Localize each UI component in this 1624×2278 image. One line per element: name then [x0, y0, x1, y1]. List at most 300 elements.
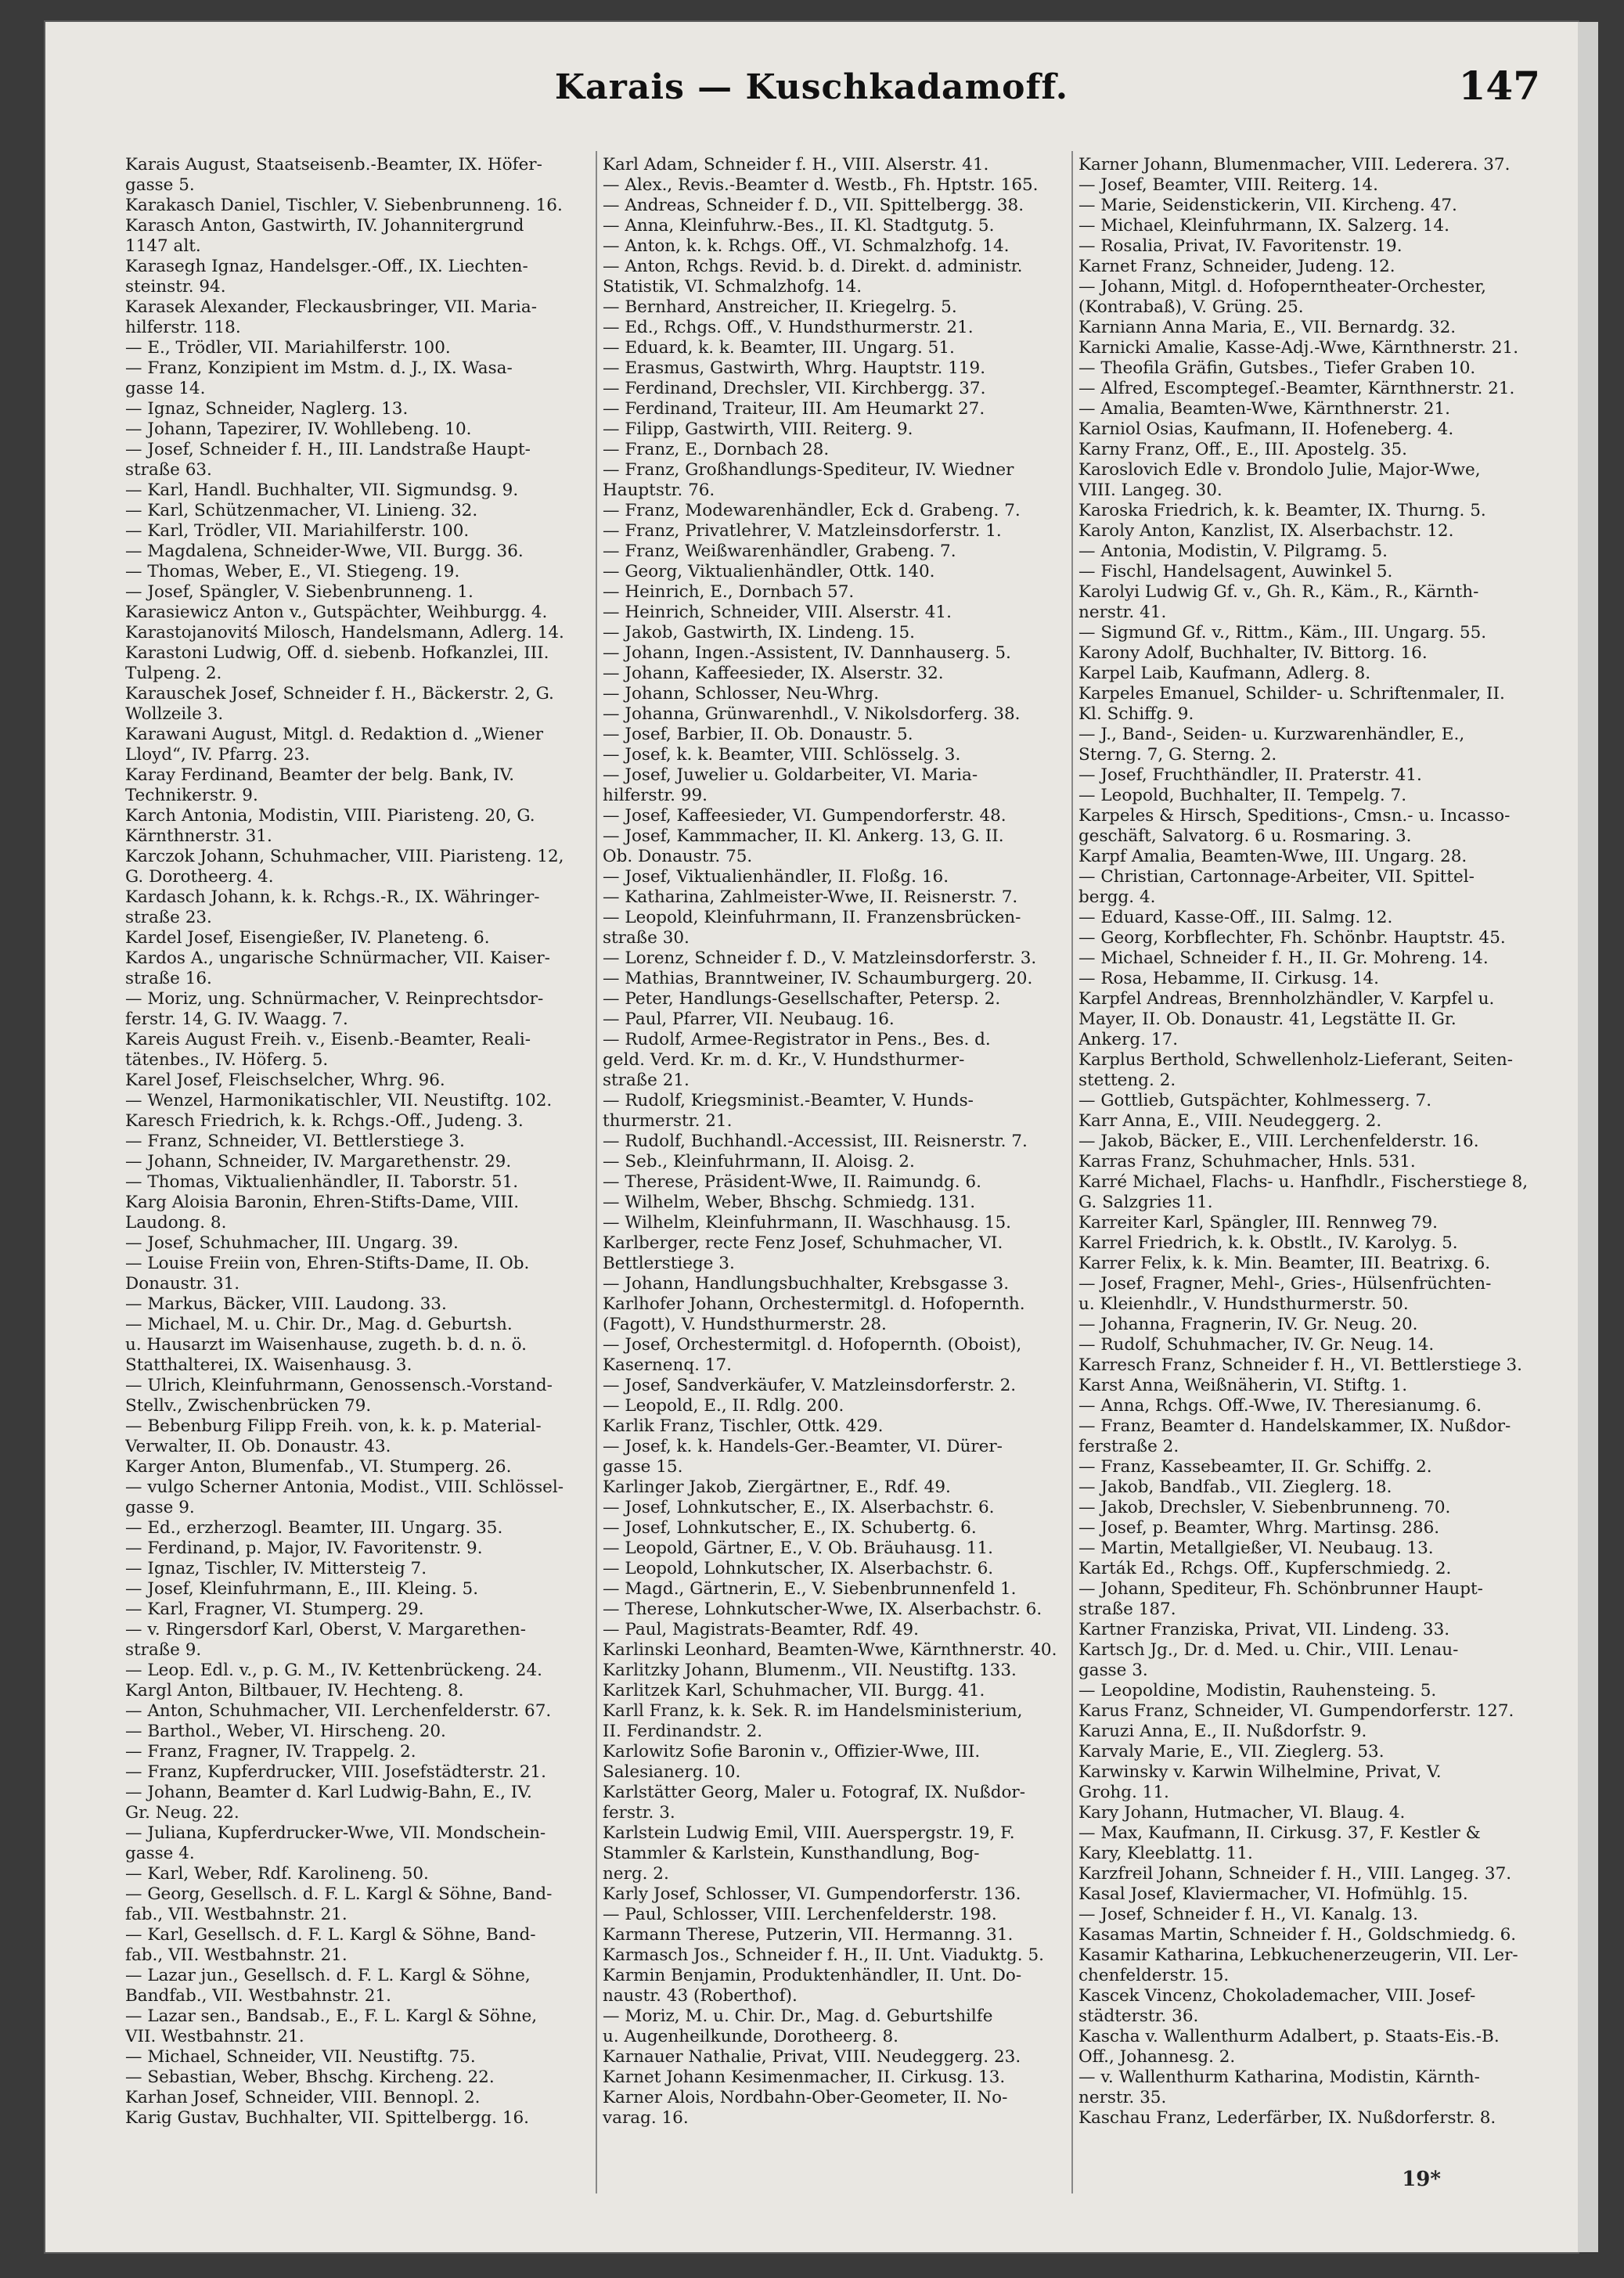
directory-entry-line: — Lazar jun., Gesellsch. d. F. L. Kargl & Söhne,: [125, 1966, 531, 1985]
directory-entry-line: — Bebenburg Filipp Freih. von, k. k. p. Material-: [125, 1416, 542, 1436]
directory-entry-line: — Josef, Spängler, V. Siebenbrunneng. 1.: [125, 582, 474, 602]
directory-entry-line: — Josef, Schuhmacher, III. Ungarg. 39.: [125, 1233, 459, 1253]
directory-entry-line: — Leopoldine, Modistin, Rauhensteing. 5.: [1078, 1681, 1437, 1700]
directory-entry-line: Kärnthnerstr. 31.: [125, 826, 272, 846]
directory-entry-line: — Gottlieb, Gutspächter, Kohlmesserg. 7.: [1078, 1091, 1432, 1110]
directory-entry-line: Karrel Friedrich, k. k. Obstlt., IV. Karolyg. 5.: [1078, 1233, 1458, 1253]
directory-entry-line: Karpel Laib, Kaufmann, Adlerg. 8.: [1078, 664, 1371, 683]
directory-entry-line: Karawani August, Mitgl. d. Redaktion d. „Wiener: [125, 725, 543, 744]
directory-entry-line: Karlberger, recte Fenz Josef, Schuhmacher, VI.: [603, 1233, 1003, 1253]
directory-entry-line: Karoslovich Edle v. Brondolo Julie, Major-Wwe,: [1078, 460, 1481, 480]
directory-entry-line: — Jakob, Bandfab., VII. Zieglerg. 18.: [1078, 1477, 1392, 1497]
directory-entry-line: ferstraße 2.: [1078, 1437, 1179, 1456]
directory-entry-line: Kascek Vincenz, Chokolademacher, VIII. Josef-: [1078, 1986, 1476, 2006]
directory-entry-line: — Karl, Weber, Rdf. Karolineng. 50.: [125, 1864, 429, 1884]
directory-entry-line: — Johann, Schlosser, Neu-Whrg.: [603, 684, 880, 704]
directory-entry-line: Verwalter, II. Ob. Donaustr. 43.: [125, 1437, 391, 1456]
directory-entry-line: — Josef, p. Beamter, Whrg. Martinsg. 286.: [1078, 1518, 1440, 1538]
directory-entry-line: Kasamas Martin, Schneider f. H., Goldschmiedg. 6.: [1078, 1925, 1517, 1945]
directory-entry-line: — Johann, Beamter d. Karl Ludwig-Bahn, E., IV.: [125, 1783, 532, 1802]
directory-entry-line: naustr. 43 (Roberthof).: [603, 1986, 798, 2006]
directory-entry-line: — Franz, Privatlehrer, V. Matzleinsdorferstr. 1.: [603, 521, 1002, 541]
directory-entry-line: Karnet Franz, Schneider, Judeng. 12.: [1078, 257, 1395, 276]
directory-entry-line: — Josef, Lohnkutscher, E., IX. Schubertg. 6.: [603, 1518, 977, 1538]
directory-entry-line: — Marie, Seidenstickerin, VII. Kircheng. 47.: [1078, 196, 1457, 215]
directory-entry-line: Karpeles & Hirsch, Speditions-, Cmsn.- u. Incasso-: [1078, 806, 1511, 826]
directory-entry-line: städterstr. 36.: [1078, 2006, 1199, 2026]
directory-entry-line: Karrer Felix, k. k. Min. Beamter, III. Beatrixg. 6.: [1078, 1254, 1491, 1273]
directory-entry-line: Karoska Friedrich, k. k. Beamter, IX. Thurng. 5.: [1078, 501, 1486, 520]
directory-entry-line: Karnicki Amalie, Kasse-Adj.-Wwe, Kärnthnerstr. 21.: [1078, 338, 1519, 358]
directory-entry-line: Ankerg. 17.: [1078, 1030, 1179, 1049]
directory-entry-line: Karolyi Ludwig Gf. v., Gh. R., Käm., R., Kärnth-: [1078, 582, 1479, 602]
directory-entry-line: gasse 14.: [125, 379, 206, 398]
directory-entry-line: — Wilhelm, Weber, Bhschg. Schmiedg. 131.: [603, 1193, 976, 1212]
directory-entry-line: Kascha v. Wallenthurm Adalbert, p. Staats-Eis.-B.: [1078, 2027, 1500, 2046]
directory-entry-line: VII. Westbahnstr. 21.: [125, 2027, 304, 2046]
directory-entry-line: — Jakob, Gastwirth, IX. Lindeng. 15.: [603, 623, 915, 642]
directory-entry-line: — Johann, Mitgl. d. Hofoperntheater-Orchester,: [1078, 277, 1486, 297]
directory-entry-line: — Franz, Kassebeamter, II. Gr. Schiffg. 2.: [1078, 1457, 1432, 1477]
directory-entry-line: gasse 3.: [1078, 1661, 1148, 1680]
directory-entry-line: Karpfel Andreas, Brennholzhändler, V. Karpfel u.: [1078, 989, 1495, 1009]
directory-entry-line: — Leopold, Buchhalter, II. Tempelg. 7.: [1078, 786, 1407, 805]
directory-entry-line: Karastojanovitś Milosch, Handelsmann, Adlerg. 14.: [125, 623, 564, 642]
directory-entry-line: Kary Johann, Hutmacher, VI. Blaug. 4.: [1078, 1803, 1406, 1823]
directory-entry-line: — Leop. Edl. v., p. G. M., IV. Kettenbrückeng. 24.: [125, 1661, 542, 1680]
directory-entry-line: Karuzi Anna, E., II. Nußdorfstr. 9.: [1078, 1722, 1367, 1741]
directory-entry-line: — Alex., Revis.-Beamter d. Westb., Fh. Hptstr. 165.: [603, 175, 1039, 195]
directory-entry-line: Karasek Alexander, Fleckausbringer, VII. Maria-: [125, 297, 537, 317]
directory-entry-line: — Josef, Barbier, II. Ob. Donaustr. 5.: [603, 725, 913, 744]
directory-entry-line: — Sigmund Gf. v., Rittm., Käm., III. Ungarg. 55.: [1078, 623, 1487, 642]
directory-entry-line: (Fagott), V. Hundsthurmerstr. 28.: [603, 1315, 887, 1334]
directory-entry-line: Donaustr. 31.: [125, 1274, 240, 1294]
directory-entry-line: Karzfreil Johann, Schneider f. H., VIII. Langeg. 37.: [1078, 1864, 1512, 1884]
directory-entry-line: Karlik Franz, Tischler, Ottk. 429.: [603, 1416, 884, 1436]
directory-page: [45, 22, 1578, 2252]
directory-entry-line: Karner Johann, Blumenmacher, VIII. Lederera. 37.: [1078, 155, 1511, 175]
directory-entry-line: Karll Franz, k. k. Sek. R. im Handelsministerium,: [603, 1701, 1023, 1721]
directory-entry-line: Karnet Johann Kesimenmacher, II. Cirkusg. 13.: [603, 2067, 1006, 2087]
directory-entry-line: — Josef, Fruchthändler, II. Praterstr. 41.: [1078, 765, 1422, 785]
directory-entry-line: Karr Anna, E., VIII. Neudeggerg. 2.: [1078, 1111, 1382, 1131]
directory-entry-line: — Amalia, Beamten-Wwe, Kärnthnerstr. 21.: [1078, 399, 1451, 419]
directory-entry-line: — Moriz, ung. Schnürmacher, V. Reinprechtsdor-: [125, 989, 544, 1009]
directory-entry-line: varag. 16.: [603, 2108, 689, 2127]
directory-entry-line: Kartner Franziska, Privat, VII. Lindeng. 33.: [1078, 1620, 1450, 1639]
directory-entry-line: Karlhofer Johann, Orchestermitgl. d. Hofopernth.: [603, 1294, 1025, 1314]
directory-entry-line: Karauschek Josef, Schneider f. H., Bäckerstr. 2, G.: [125, 684, 554, 704]
directory-entry-line: — Josef, Kammmacher, II. Kl. Ankerg. 13, G. II.: [603, 826, 1004, 846]
directory-entry-line: — Josef, k. k. Beamter, VIII. Schlösselg. 3.: [603, 745, 961, 765]
directory-entry-line: — Josef, Sandverkäufer, V. Matzleinsdorferstr. 2.: [603, 1376, 1017, 1395]
directory-entry-line: Technikerstr. 9.: [125, 786, 258, 805]
directory-entry-line: — Johann, Tapezirer, IV. Wohllebeng. 10.: [125, 419, 472, 439]
directory-entry-line: Karly Josef, Schlosser, VI. Gumpendorferstr. 136.: [603, 1884, 1021, 1904]
directory-entry-line: — Katharina, Zahlmeister-Wwe, II. Reisnerstr. 7.: [603, 887, 1018, 907]
column-2: [603, 155, 1084, 2127]
directory-entry-line: — Seb., Kleinfuhrmann, II. Aloisg. 2.: [603, 1152, 915, 1171]
directory-entry-line: Karnauer Nathalie, Privat, VIII. Neudeggerg. 23.: [603, 2047, 1021, 2067]
directory-entry-line: straße 16.: [125, 969, 212, 988]
directory-entry-line: — Franz, Fragner, IV. Trappelg. 2.: [125, 1742, 416, 1762]
directory-entry-line: — E., Trödler, VII. Mariahilferstr. 100.: [125, 338, 451, 358]
directory-entry-line: Kartsch Jg., Dr. d. Med. u. Chir., VIII. Lenau-: [1078, 1640, 1459, 1660]
directory-entry-line: Karhan Josef, Schneider, VIII. Bennopl. 2.: [125, 2088, 481, 2107]
directory-entry-line: — Sebastian, Weber, Bhschg. Kircheng. 22.: [125, 2067, 495, 2087]
directory-entry-line: ferstr. 3.: [603, 1803, 675, 1823]
directory-entry-line: — Magdalena, Schneider-Wwe, VII. Burgg. 36.: [125, 542, 524, 561]
directory-entry-line: Stammler & Karlstein, Kunsthandlung, Bog-: [603, 1844, 980, 1863]
directory-entry-line: Karré Michael, Flachs- u. Hanfhdlr., Fischerstiege 8,: [1078, 1172, 1529, 1192]
directory-entry-line: — v. Ringersdorf Karl, Oberst, V. Margarethen-: [125, 1620, 526, 1639]
directory-entry-line: — Josef, Fragner, Mehl-, Gries-, Hülsenfrüchten-: [1078, 1274, 1492, 1294]
directory-entry-line: — Rudolf, Kriegsminist.-Beamter, V. Hunds-: [603, 1091, 974, 1110]
directory-entry-line: Karmann Therese, Putzerin, VII. Hermanng. 31.: [603, 1925, 1014, 1945]
directory-entry-line: — vulgo Scherner Antonia, Modist., VIII. Schlössel-: [125, 1477, 564, 1497]
directory-entry-line: Hauptstr. 76.: [603, 480, 715, 500]
directory-entry-line: — Ed., Rchgs. Off., V. Hundsthurmerstr. 21.: [603, 318, 974, 337]
directory-entry-line: Sterng. 7, G. Sterng. 2.: [1078, 745, 1277, 765]
directory-entry-line: fab., VII. Westbahnstr. 21.: [125, 1945, 347, 1965]
directory-entry-line: — Georg, Korbflechter, Fh. Schönbr. Hauptstr. 45.: [1078, 928, 1506, 948]
directory-entry-line: II. Ferdinandstr. 2.: [603, 1722, 763, 1741]
directory-entry-line: — Erasmus, Gastwirth, Whrg. Hauptstr. 119.: [603, 358, 986, 378]
directory-entry-line: — Josef, Schneider f. H., VI. Kanalg. 13.: [1078, 1905, 1419, 1924]
directory-entry-line: Karniol Osias, Kaufmann, II. Hofeneberg. 4.: [1078, 419, 1454, 439]
directory-entry-line: — Lazar sen., Bandsab., E., F. L. Kargl & Söhne,: [125, 2006, 538, 2026]
directory-entry-line: Wollzeile 3.: [125, 704, 224, 724]
page-header: [45, 63, 1578, 117]
directory-entry-line: — Ignaz, Tischler, IV. Mittersteig 7.: [125, 1559, 427, 1578]
directory-entry-line: — Magd., Gärtnerin, E., V. Siebenbrunnenfeld 1.: [603, 1579, 1017, 1599]
directory-entry-line: Kargl Anton, Biltbauer, IV. Hechteng. 8.: [125, 1681, 464, 1700]
directory-entry-line: — Johann, Ingen.-Assistent, IV. Dannhauserg. 5.: [603, 643, 1011, 663]
directory-entry-line: — Josef, Viktualienhändler, II. Floßg. 16.: [603, 867, 949, 887]
directory-entry-line: — Anton, k. k. Rchgs. Off., VI. Schmalzhofg. 14.: [603, 236, 1010, 256]
directory-entry-line: Karst Anna, Weißnäherin, VI. Stiftg. 1.: [1078, 1376, 1408, 1395]
directory-entry-line: — Johann, Spediteur, Fh. Schönbrunner Haupt-: [1078, 1579, 1483, 1599]
directory-entry-line: Grohg. 11.: [1078, 1783, 1169, 1802]
directory-entry-line: Karlstein Ludwig Emil, VIII. Auerspergstr. 19, F.: [603, 1823, 1015, 1843]
directory-entry-line: — Ferdinand, Traiteur, III. Am Heumarkt 27.: [603, 399, 985, 419]
directory-entry-line: VIII. Langeg. 30.: [1078, 480, 1223, 500]
directory-entry-line: — Barthol., Weber, VI. Hirscheng. 20.: [125, 1722, 446, 1741]
directory-entry-line: straße 30.: [603, 928, 690, 948]
directory-entry-line: Statistik, VI. Schmalzhofg. 14.: [603, 277, 862, 297]
directory-entry-line: — Franz, Konzipient im Mstm. d. J., IX. Wasa-: [125, 358, 513, 378]
directory-entry-line: nerstr. 35.: [1078, 2088, 1167, 2107]
directory-entry-line: thurmerstr. 21.: [603, 1111, 733, 1131]
directory-entry-line: 1147 alt.: [125, 236, 201, 256]
directory-entry-line: Karvaly Marie, E., VII. Zieglerg. 53.: [1078, 1742, 1385, 1762]
directory-entry-line: — Jakob, Bäcker, E., VIII. Lerchenfelderstr. 16.: [1078, 1132, 1479, 1151]
directory-entry-line: Karniann Anna Maria, E., VII. Bernardg. 32.: [1078, 318, 1457, 337]
directory-entry-line: — v. Wallenthurm Katharina, Modistin, Kärnth-: [1078, 2067, 1480, 2087]
directory-entry-line: Bandfab., VII. Westbahnstr. 21.: [125, 1986, 391, 2006]
directory-entry-line: Karlinger Jakob, Ziergärtner, E., Rdf. 49.: [603, 1477, 951, 1497]
directory-entry-line: geld. Verd. Kr. m. d. Kr., V. Hundsthurmer-: [603, 1050, 965, 1070]
directory-entry-line: — Johann, Schneider, IV. Margarethenstr. 29.: [125, 1152, 512, 1171]
directory-entry-line: — Johann, Kaffeesieder, IX. Alserstr. 32.: [603, 664, 944, 683]
page-number: 147: [1458, 63, 1540, 109]
directory-entry-line: — Paul, Pfarrer, VII. Neubaug. 16.: [603, 1009, 895, 1029]
directory-entry-line: — Ulrich, Kleinfuhrmann, Genossensch.-Vorstand-: [125, 1376, 553, 1395]
directory-entry-line: straße 9.: [125, 1640, 202, 1660]
directory-entry-line: — J., Band-, Seiden- u. Kurzwarenhändler, E.,: [1078, 725, 1465, 744]
directory-entry-line: — Christian, Cartonnage-Arbeiter, VII. Spittel-: [1078, 867, 1475, 887]
directory-entry-line: — Karl, Fragner, VI. Stumperg. 29.: [125, 1600, 424, 1619]
directory-entry-line: Karasch Anton, Gastwirth, IV. Johannitergrund: [125, 216, 524, 236]
directory-entry-line: Bettlerstiege 3.: [603, 1254, 735, 1273]
directory-entry-line: — Ferdinand, p. Major, IV. Favoritenstr. 9.: [125, 1538, 483, 1558]
directory-entry-line: geschäft, Salvatorg. 6 u. Rosmaring. 3.: [1078, 826, 1412, 846]
directory-entry-line: nerstr. 41.: [1078, 603, 1167, 622]
directory-entry-line: — Moriz, M. u. Chir. Dr., Mag. d. Geburtshilfe: [603, 2006, 993, 2026]
directory-entry-line: — Paul, Magistrats-Beamter, Rdf. 49.: [603, 1620, 919, 1639]
directory-entry-line: Stellv., Zwischenbrücken 79.: [125, 1396, 372, 1416]
directory-entry-line: Tulpeng. 2.: [125, 664, 222, 683]
directory-entry-line: — Mathias, Branntweiner, IV. Schaumburgerg. 20.: [603, 969, 1033, 988]
directory-entry-line: — Leopold, Kleinfuhrmann, II. Franzensbrücken-: [603, 908, 1021, 927]
directory-entry-line: — Antonia, Modistin, V. Pilgramg. 5.: [1078, 542, 1388, 561]
directory-entry-line: — Franz, Schneider, VI. Bettlerstiege 3.: [125, 1132, 465, 1151]
directory-entry-line: straße 63.: [125, 460, 212, 480]
directory-entry-line: Karner Alois, Nordbahn-Ober-Geometer, II. No-: [603, 2088, 1008, 2107]
directory-entry-line: — Heinrich, E., Dornbach 57.: [603, 582, 855, 602]
directory-entry-line: — Eduard, k. k. Beamter, III. Ungarg. 51.: [603, 338, 955, 358]
directory-entry-line: Kl. Schiffg. 9.: [1078, 704, 1194, 724]
directory-entry-line: — Therese, Lohnkutscher-Wwe, IX. Alserbachstr. 6.: [603, 1600, 1042, 1619]
directory-entry-line: — Fischl, Handelsagent, Auwinkel 5.: [1078, 562, 1393, 581]
directory-entry-line: Karny Franz, Off., E., III. Apostelg. 35.: [1078, 440, 1407, 459]
directory-entry-line: straße 23.: [125, 908, 212, 927]
directory-entry-line: — Johanna, Fragnerin, IV. Gr. Neug. 20.: [1078, 1315, 1418, 1334]
directory-entry-line: — Franz, Weißwarenhändler, Grabeng. 7.: [603, 542, 956, 561]
directory-entry-line: — Karl, Handl. Buchhalter, VII. Sigmundsg. 9.: [125, 480, 519, 500]
directory-entry-line: straße 21.: [603, 1071, 690, 1090]
directory-entry-line: — Martin, Metallgießer, VI. Neubaug. 13.: [1078, 1538, 1434, 1558]
directory-entry-line: — Jakob, Drechsler, V. Siebenbrunneng. 70.: [1078, 1498, 1451, 1517]
directory-entry-line: — Peter, Handlungs-Gesellschafter, Petersp. 2.: [603, 989, 1001, 1009]
directory-entry-line: — Anton, Rchgs. Revid. b. d. Direkt. d. administr.: [603, 257, 1023, 276]
directory-entry-line: gasse 9.: [125, 1498, 195, 1517]
directory-entry-line: Salesianerg. 10.: [603, 1762, 741, 1782]
directory-entry-line: Karczok Johann, Schuhmacher, VIII. Piaristeng. 12,: [125, 847, 564, 866]
directory-entry-line: — Leopold, Lohnkutscher, IX. Alserbachstr. 6.: [603, 1559, 994, 1578]
directory-entry-line: tätenbes., IV. Höferg. 5.: [125, 1050, 329, 1070]
directory-entry-line: — Filipp, Gastwirth, VIII. Reiterg. 9.: [603, 419, 913, 439]
directory-entry-line: Karasiewicz Anton v., Gutspächter, Weihburgg. 4.: [125, 603, 548, 622]
directory-entry-line: — Ferdinand, Drechsler, VII. Kirchbergg. 37.: [603, 379, 986, 398]
directory-entry-line: — Michael, Kleinfuhrmann, IX. Salzerg. 14.: [1078, 216, 1449, 236]
directory-entry-line: — Josef, Juwelier u. Goldarbeiter, VI. Maria-: [603, 765, 978, 785]
directory-entry-line: — Franz, Modewarenhändler, Eck d. Grabeng. 7.: [603, 501, 1021, 520]
directory-entry-line: — Rudolf, Schuhmacher, IV. Gr. Neug. 14.: [1078, 1335, 1435, 1355]
directory-entry-line: — Ed., erzherzogl. Beamter, III. Ungarg. 35.: [125, 1518, 503, 1538]
directory-entry-line: — Josef, Schneider f. H., III. Landstraße Haupt-: [125, 440, 531, 459]
directory-entry-line: — Paul, Schlosser, VIII. Lerchenfelderstr. 198.: [603, 1905, 997, 1924]
directory-entry-line: Kary, Kleeblattg. 11.: [1078, 1844, 1253, 1863]
directory-entry-line: — Johanna, Grünwarenhdl., V. Nikolsdorferg. 38.: [603, 704, 1021, 724]
directory-entry-line: Lloyd“, IV. Pfarrg. 23.: [125, 745, 311, 765]
directory-entry-line: Karay Ferdinand, Beamter der belg. Bank, IV.: [125, 765, 515, 785]
directory-entry-line: — Rosalia, Privat, IV. Favoritenstr. 19.: [1078, 236, 1403, 256]
directory-entry-line: Laudong. 8.: [125, 1213, 227, 1233]
directory-entry-line: — Rudolf, Buchhandl.-Accessist, III. Reisnerstr. 7.: [603, 1132, 1028, 1151]
scan-edge: [1578, 22, 1598, 2252]
running-title: Karais — Kuschkadamoff.: [554, 67, 1069, 107]
directory-entry-line: gasse 4.: [125, 1844, 195, 1863]
directory-entry-line: — Georg, Viktualienhändler, Ottk. 140.: [603, 562, 935, 581]
directory-entry-line: straße 187.: [1078, 1600, 1176, 1619]
directory-entry-line: — Josef, Lohnkutscher, E., IX. Alserbachstr. 6.: [603, 1498, 995, 1517]
directory-entry-line: — Georg, Gesellsch. d. F. L. Kargl & Söhne, Band-: [125, 1884, 553, 1904]
directory-entry-line: — Leopold, E., II. Rdlg. 200.: [603, 1396, 844, 1416]
directory-entry-line: Kardos A., ungarische Schnürmacher, VII. Kaiser-: [125, 948, 550, 968]
directory-entry-line: Kaschau Franz, Lederfärber, IX. Nußdorferstr. 8.: [1078, 2108, 1496, 2127]
directory-entry-line: — Josef, Kaffeesieder, VI. Gumpendorferstr. 48.: [603, 806, 1006, 826]
directory-entry-line: — Juliana, Kupferdrucker-Wwe, VII. Mondschein-: [125, 1823, 546, 1843]
directory-entry-line: Karwinsky v. Karwin Wilhelmine, Privat, V.: [1078, 1762, 1442, 1782]
directory-entry-line: Karasegh Ignaz, Handelsger.-Off., IX. Liechten-: [125, 257, 528, 276]
directory-entry-line: — Karl, Schützenmacher, VI. Linieng. 32.: [125, 501, 478, 520]
directory-entry-line: — Bernhard, Anstreicher, II. Kriegelrg. 5.: [603, 297, 957, 317]
directory-entry-line: — Franz, E., Dornbach 28.: [603, 440, 830, 459]
directory-entry-line: Karras Franz, Schuhmacher, Hnls. 531.: [1078, 1152, 1416, 1171]
directory-entry-line: Karreiter Karl, Spängler, III. Rennweg 79.: [1078, 1213, 1438, 1233]
directory-entry-line: gasse 5.: [125, 175, 195, 195]
directory-entry-line: — Thomas, Weber, E., VI. Stiegeng. 19.: [125, 562, 460, 581]
directory-entry-line: hilferstr. 118.: [125, 318, 241, 337]
directory-entry-line: fab., VII. Westbahnstr. 21.: [125, 1905, 347, 1924]
directory-entry-line: Karch Antonia, Modistin, VIII. Piaristeng. 20, G.: [125, 806, 535, 826]
directory-entry-line: steinstr. 94.: [125, 277, 226, 297]
directory-entry-line: — Anna, Kleinfuhrw.-Bes., II. Kl. Stadtgutg. 5.: [603, 216, 995, 236]
directory-entry-line: u. Kleienhdlr., V. Hundsthurmerstr. 50.: [1078, 1294, 1409, 1314]
directory-entry-line: Karus Franz, Schneider, VI. Gumpendorferstr. 127.: [1078, 1701, 1514, 1721]
directory-entry-line: bergg. 4.: [1078, 887, 1156, 907]
directory-entry-line: Karták Ed., Rchgs. Off., Kupferschmiedg. 2.: [1078, 1559, 1452, 1578]
directory-entry-line: — Louise Freiin von, Ehren-Stifts-Dame, II. Ob.: [125, 1254, 530, 1273]
directory-entry-line: — Alfred, Escomptegeſ.-Beamter, Kärnthnerstr. 21.: [1078, 379, 1515, 398]
directory-entry-line: — Michael, Schneider f. H., II. Gr. Mohreng. 14.: [1078, 948, 1489, 968]
directory-entry-line: hilferstr. 99.: [603, 786, 708, 805]
directory-entry-line: Gr. Neug. 22.: [125, 1803, 239, 1823]
directory-entry-line: Karastoni Ludwig, Off. d. siebenb. Hofkanzlei, III.: [125, 643, 549, 663]
directory-entry-line: Kareis August Freih. v., Eisenb.-Beamter, Reali-: [125, 1030, 531, 1049]
directory-entry-line: — Franz, Großhandlungs-Spediteur, IV. Wiedner: [603, 460, 1014, 480]
directory-entry-line: stetteng. 2.: [1078, 1071, 1176, 1090]
directory-entry-line: — Markus, Bäcker, VIII. Laudong. 33.: [125, 1294, 447, 1314]
directory-entry-line: Karresch Franz, Schneider f. H., VI. Bettlerstiege 3.: [1078, 1355, 1523, 1375]
directory-entry-line: Mayer, II. Ob. Donaustr. 41, Legstätte II. Gr.: [1078, 1009, 1457, 1029]
directory-entry-line: — Thomas, Viktualienhändler, II. Taborstr. 51.: [125, 1172, 519, 1192]
directory-entry-line: — Max, Kaufmann, II. Cirkusg. 37, F. Kestler &: [1078, 1823, 1481, 1843]
directory-entry-line: — Andreas, Schneider f. D., VII. Spittelbergg. 38.: [603, 196, 1024, 215]
directory-entry-line: chenfelderstr. 15.: [1078, 1966, 1230, 1985]
directory-entry-line: Karlstätter Georg, Maler u. Fotograf, IX. Nußdor-: [603, 1783, 1025, 1802]
directory-entry-line: — Franz, Beamter d. Handelskammer, IX. Nußdor-: [1078, 1416, 1511, 1436]
directory-entry-line: Karlinski Leonhard, Beamten-Wwe, Kärnthnerstr. 40.: [603, 1640, 1057, 1660]
directory-entry-line: Karmin Benjamin, Produktenhändler, II. Unt. Do-: [603, 1966, 1022, 1985]
directory-entry-line: — Karl, Gesellsch. d. F. L. Kargl & Söhne, Band-: [125, 1925, 536, 1945]
directory-entry-line: nerg. 2.: [603, 1864, 669, 1884]
directory-entry-line: u. Augenheilkunde, Dorotheerg. 8.: [603, 2027, 898, 2046]
directory-entry-line: — Anna, Rchgs. Off.-Wwe, IV. Theresianumg. 6.: [1078, 1396, 1482, 1416]
directory-entry-line: Ob. Donaustr. 75.: [603, 847, 753, 866]
directory-entry-line: — Michael, M. u. Chir. Dr., Mag. d. Geburtsh.: [125, 1315, 513, 1334]
directory-entry-line: (Kontrabaß), V. Grüng. 25.: [1078, 297, 1304, 317]
directory-entry-line: — Leopold, Gärtner, E., V. Ob. Bräuhausg. 11.: [603, 1538, 993, 1558]
directory-entry-line: ferstr. 14, G. IV. Waagg. 7.: [125, 1009, 348, 1029]
directory-entry-line: — Ignaz, Schneider, Naglerg. 13.: [125, 399, 409, 419]
directory-entry-line: Kasernenq. 17.: [603, 1355, 732, 1375]
directory-entry-line: Karony Adolf, Buchhalter, IV. Bittorg. 16.: [1078, 643, 1428, 663]
directory-entry-line: — Michael, Schneider, VII. Neustiftg. 75.: [125, 2047, 476, 2067]
directory-entry-line: — Josef, Beamter, VIII. Reiterg. 14.: [1078, 175, 1378, 195]
directory-entry-line: — Rosa, Hebamme, II. Cirkusg. 14.: [1078, 969, 1379, 988]
directory-entry-line: Karais August, Staatseisenb.-Beamter, IX. Höfer-: [125, 155, 542, 175]
directory-entry-line: — Rudolf, Armee-Registrator in Pens., Bes. d.: [603, 1030, 991, 1049]
directory-entry-line: — Heinrich, Schneider, VIII. Alserstr. 41.: [603, 603, 952, 622]
directory-entry-line: G. Salzgries 11.: [1078, 1193, 1213, 1212]
directory-entry-line: — Therese, Präsident-Wwe, II. Raimundg. 6.: [603, 1172, 981, 1192]
directory-entry-line: Karplus Berthold, Schwellenholz-Lieferant, Seiten-: [1078, 1050, 1513, 1070]
directory-entry-line: u. Hausarzt im Waisenhause, zugeth. b. d. n. ö.: [125, 1335, 528, 1355]
directory-entry-line: — Josef, k. k. Handels-Ger.-Beamter, VI. Dürer-: [603, 1437, 1003, 1456]
directory-entry-line: — Franz, Kupferdrucker, VIII. Josefstädterstr. 21.: [125, 1762, 546, 1782]
directory-entry-line: Karig Gustav, Buchhalter, VII. Spittelbergg. 16.: [125, 2108, 530, 2127]
directory-entry-line: Karger Anton, Blumenfab., VI. Stumperg. 26.: [125, 1457, 512, 1477]
directory-entry-line: Statthalterei, IX. Waisenhausg. 3.: [125, 1355, 412, 1375]
directory-entry-line: — Josef, Kleinfuhrmann, E., III. Kleing. 5.: [125, 1579, 479, 1599]
directory-entry-line: — Wenzel, Harmonikatischler, VII. Neustiftg. 102.: [125, 1091, 553, 1110]
directory-entry-line: Karakasch Daniel, Tischler, V. Siebenbrunneng. 16.: [125, 196, 563, 215]
directory-entry-line: Karg Aloisia Baronin, Ehren-Stifts-Dame, VIII.: [125, 1193, 520, 1212]
directory-entry-line: Karlitzky Johann, Blumenm., VII. Neustiftg. 133.: [603, 1661, 1017, 1680]
directory-entry-line: Karlitzek Karl, Schuhmacher, VII. Burgg. 41.: [603, 1681, 985, 1700]
directory-entry-line: Kardel Josef, Eisengießer, IV. Planeteng. 6.: [125, 928, 490, 948]
directory-entry-line: Karpf Amalia, Beamten-Wwe, III. Ungarg. 28.: [1078, 847, 1467, 866]
directory-entry-line: Kasal Josef, Klaviermacher, VI. Hofmühlg. 15.: [1078, 1884, 1468, 1904]
directory-entry-line: — Josef, Orchestermitgl. d. Hofopernth. (Oboist),: [603, 1335, 1022, 1355]
directory-entry-line: Off., Johannesg. 2.: [1078, 2047, 1236, 2067]
column-1: [125, 155, 607, 2127]
directory-entry-line: Karpeles Emanuel, Schilder- u. Schriftenmaler, II.: [1078, 684, 1505, 704]
directory-entry-line: Karlowitz Sofie Baronin v., Offizier-Wwe, III.: [603, 1742, 981, 1762]
directory-entry-line: Karel Josef, Fleischselcher, Whrg. 96.: [125, 1071, 445, 1090]
directory-entry-line: Kardasch Johann, k. k. Rchgs.-R., IX. Währinger-: [125, 887, 540, 907]
directory-entry-line: G. Dorotheerg. 4.: [125, 867, 274, 887]
directory-entry-line: — Theofila Gräfin, Gutsbes., Tiefer Graben 10.: [1078, 358, 1476, 378]
directory-entry-line: — Karl, Trödler, VII. Mariahilferstr. 100.: [125, 521, 470, 541]
directory-entry-line: — Eduard, Kasse-Off., III. Salmg. 12.: [1078, 908, 1393, 927]
directory-entry-line: Karmasch Jos., Schneider f. H., II. Unt. Viaduktg. 5.: [603, 1945, 1044, 1965]
directory-entry-line: — Wilhelm, Kleinfuhrmann, II. Waschhausg. 15.: [603, 1213, 1011, 1233]
directory-entry-line: — Lorenz, Schneider f. D., V. Matzleinsdorferstr. 3.: [603, 948, 1037, 968]
directory-entry-line: — Anton, Schuhmacher, VII. Lerchenfelderstr. 67.: [125, 1701, 552, 1721]
directory-entry-line: gasse 15.: [603, 1457, 683, 1477]
directory-entry-line: Karesch Friedrich, k. k. Rchgs.-Off., Judeng. 3.: [125, 1111, 524, 1131]
directory-entry-line: Karl Adam, Schneider f. H., VIII. Alserstr. 41.: [603, 155, 989, 175]
directory-entry-line: — Johann, Handlungsbuchhalter, Krebsgasse 3.: [603, 1274, 1010, 1294]
directory-entry-line: Kasamir Katharina, Lebkuchenerzeugerin, VII. Ler-: [1078, 1945, 1518, 1965]
sheet-signature: 19*: [1402, 2168, 1441, 2191]
directory-entry-line: Karoly Anton, Kanzlist, IX. Alserbachstr. 12.: [1078, 521, 1454, 541]
column-3: [1078, 155, 1560, 2127]
